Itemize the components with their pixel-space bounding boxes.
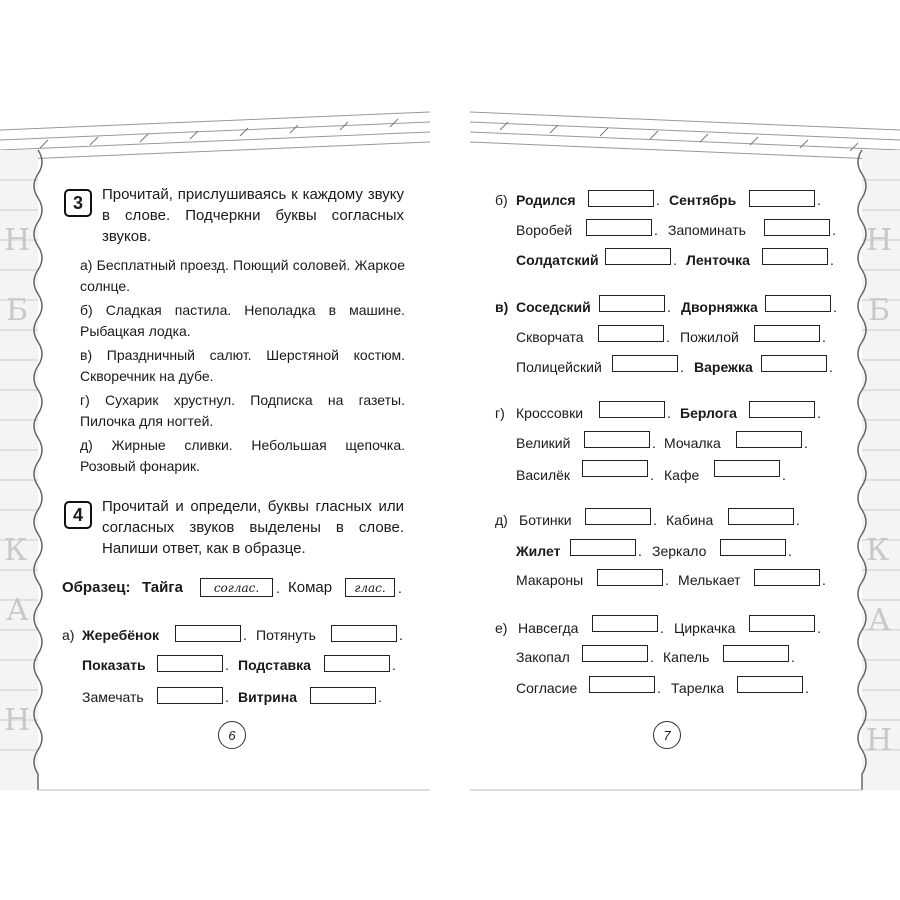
word: Циркачка (674, 620, 736, 636)
group-label-b: б) (495, 192, 508, 208)
word: Кафе (664, 467, 700, 483)
dot: . (653, 512, 657, 528)
answer-box[interactable] (157, 687, 223, 704)
word: Замечать (82, 689, 144, 705)
dot: . (804, 435, 808, 451)
answer-box[interactable] (599, 295, 665, 312)
dot: . (652, 435, 656, 451)
word: Варежка (694, 359, 753, 375)
svg-text:Б: Б (6, 293, 29, 328)
word: Жилет (516, 543, 561, 559)
answer-box[interactable] (720, 539, 786, 556)
sample-label: Образец: (62, 579, 131, 596)
answer-box[interactable] (585, 508, 651, 525)
word: Родился (516, 192, 576, 208)
answer-box[interactable] (597, 569, 663, 586)
word: Показать (82, 657, 146, 673)
dot: . (817, 192, 821, 208)
dot: . (833, 299, 837, 315)
dot: . (680, 359, 684, 375)
answer-box[interactable] (736, 431, 802, 448)
word: Ленточка (686, 252, 750, 268)
svg-text:А: А (6, 593, 29, 628)
answer-box[interactable] (331, 625, 397, 642)
answer-box[interactable] (582, 460, 648, 477)
word: Ботинки (519, 512, 572, 528)
dot: . (829, 359, 833, 375)
answer-box[interactable] (310, 687, 376, 704)
answer-box[interactable] (749, 615, 815, 632)
answer-box[interactable] (584, 431, 650, 448)
dot: . (817, 405, 821, 421)
group-label-a: а) (62, 627, 75, 643)
task3-instruction: Прочитай, прислушиваясь к каждому звуку в слове. Подчеркни буквы согласных звуков. (102, 186, 404, 245)
dot: . (796, 512, 800, 528)
svg-text:Н: Н (866, 223, 893, 258)
answer-box[interactable] (588, 190, 654, 207)
answer-box[interactable] (157, 655, 223, 672)
group-label-e: е) (495, 620, 508, 636)
word: Соседский (516, 299, 591, 315)
svg-text:Н: Н (866, 723, 893, 758)
answer-box[interactable] (582, 645, 648, 662)
answer-box[interactable] (612, 355, 678, 372)
answer-box[interactable] (737, 676, 803, 693)
word: Мелькает (678, 572, 741, 588)
word: Тарелка (671, 680, 725, 696)
answer-box[interactable] (723, 645, 789, 662)
dot: . (656, 192, 660, 208)
answer-box[interactable] (598, 325, 664, 342)
dot: . (657, 680, 661, 696)
answer-box[interactable] (762, 248, 828, 265)
task4-instruction: Прочитай и определи, буквы гласных или согласных звуков выделены в слове. Напиши ответ, как в образце. (102, 498, 404, 557)
svg-text:К: К (4, 533, 28, 568)
word: Витрина (238, 689, 297, 705)
word: Подставка (238, 657, 311, 673)
task-number-4: 4 (64, 501, 92, 529)
task3-item-e: д) Жирные сливки. Небольшая щепочка. Розовый фонарик. (80, 437, 405, 474)
svg-text:Н: Н (4, 223, 31, 258)
task3-item-a: а) Бесплатный проезд. Поющий соловей. Жаркое солнце. (80, 257, 405, 294)
word: Кроссовки (516, 405, 584, 421)
word: Зеркало (652, 543, 707, 559)
answer-box[interactable] (592, 615, 658, 632)
dot: . (817, 620, 821, 636)
answer-box[interactable] (728, 508, 794, 525)
dot: . (638, 543, 642, 559)
answer-box[interactable] (749, 190, 815, 207)
dot: . (788, 543, 792, 559)
task3-item-b: б) Сладкая пастила. Неполадка в машине. Рыбацкая лодка. (80, 302, 405, 339)
word: Пожилой (680, 329, 739, 345)
answer-box[interactable] (714, 460, 780, 477)
word: Согласие (516, 680, 578, 696)
dot: . (830, 252, 834, 268)
dot: . (378, 689, 382, 705)
group-label-g: г) (495, 405, 505, 421)
dot: . (791, 649, 795, 665)
group-label-v: в) (495, 299, 509, 315)
answer-box[interactable] (764, 219, 830, 236)
answer-box[interactable] (570, 539, 636, 556)
dot: . (650, 649, 654, 665)
task3-items (80, 255, 405, 477)
answer-box[interactable] (599, 401, 665, 418)
word: Закопал (516, 649, 570, 665)
sample-word-1: Тайга (142, 579, 183, 596)
dot: . (822, 329, 826, 345)
dot: . (832, 222, 836, 238)
word: Потянуть (256, 627, 316, 643)
svg-text:Б: Б (868, 293, 891, 328)
sample-answer-2: глас. (345, 578, 395, 597)
dot: . (276, 580, 280, 596)
sample-word-2: Комар (288, 579, 333, 596)
answer-box[interactable] (749, 401, 815, 418)
word: Великий (516, 435, 571, 451)
dot: . (805, 680, 809, 696)
page-number-left: 6 (218, 721, 246, 749)
word: Запоминать (668, 222, 746, 238)
dot: . (660, 620, 664, 636)
word: Солдатский (516, 252, 599, 268)
dot: . (392, 657, 396, 673)
word: Жеребёнок (82, 627, 160, 643)
word: Полицейский (516, 359, 602, 375)
dot: . (665, 572, 669, 588)
dot: . (654, 222, 658, 238)
answer-box[interactable] (754, 569, 820, 586)
sample-answer-1: соглас. (200, 578, 273, 597)
svg-text:Н: Н (4, 703, 31, 738)
answer-box[interactable] (324, 655, 390, 672)
dot: . (243, 627, 247, 643)
word: Мочалка (664, 435, 721, 451)
group-label-d: д) (495, 512, 508, 528)
word: Дворняжка (681, 299, 758, 315)
dot: . (398, 580, 402, 596)
word: Кабина (666, 512, 714, 528)
answer-box[interactable] (754, 325, 820, 342)
task3-item-d: г) Сухарик хрустнул. Подписка на газеты. Пилочка для ногтей. (80, 392, 405, 429)
dot: . (399, 627, 403, 643)
page-number-right: 7 (653, 721, 681, 749)
task-number-3: 3 (64, 189, 92, 217)
dot: . (667, 405, 671, 421)
dot: . (650, 467, 654, 483)
word: Василёк (516, 467, 571, 483)
dot: . (225, 657, 229, 673)
word: Воробей (516, 222, 573, 238)
answer-box[interactable] (605, 248, 671, 265)
answer-box[interactable] (175, 625, 241, 642)
dot: . (666, 329, 670, 345)
answer-box[interactable] (761, 355, 827, 372)
dot: . (782, 467, 786, 483)
svg-text:К: К (866, 533, 890, 568)
svg-text:А: А (868, 603, 891, 638)
word: Макароны (516, 572, 584, 588)
answer-box[interactable] (586, 219, 652, 236)
task3-item-c: в) Праздничный салют. Шерстяной костюм. Скворечник на дубе. (80, 347, 405, 384)
dot: . (667, 299, 671, 315)
word: Навсегда (518, 620, 579, 636)
dot: . (673, 252, 677, 268)
answer-box[interactable] (589, 676, 655, 693)
word: Скворчата (516, 329, 584, 345)
dot: . (822, 572, 826, 588)
word: Сентябрь (669, 192, 737, 208)
word: Капель (663, 649, 710, 665)
dot: . (225, 689, 229, 705)
word: Берлога (680, 405, 737, 421)
answer-box[interactable] (765, 295, 831, 312)
